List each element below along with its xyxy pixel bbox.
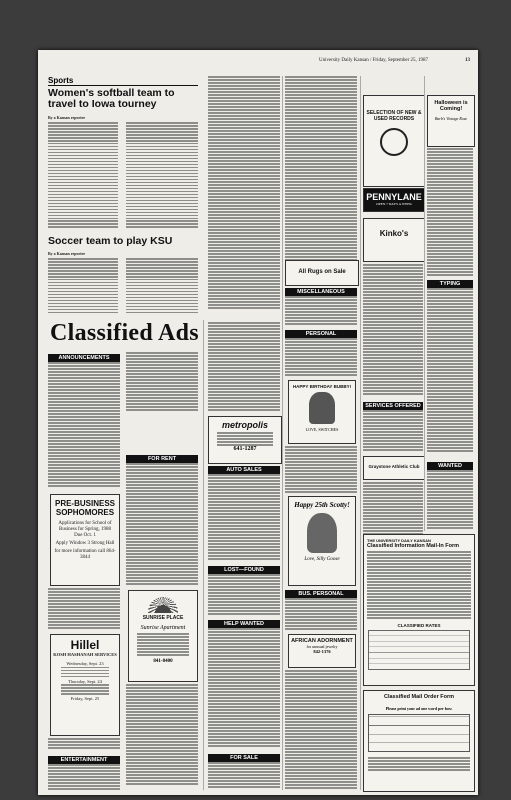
ad-kinkos [363,218,425,262]
section-label: Sports [48,76,198,86]
page-number: 13 [465,58,470,63]
sunrise-icon [148,597,178,613]
listings-for-rent [126,463,198,587]
kansan-sub: Classified Information Mail-In Form [367,543,459,549]
listings-wanted [427,470,473,530]
ad-kansan-form [363,534,475,686]
ad-hillel-line2: Wednesday, Sept. 23 [66,661,104,667]
listings-left-3 [48,738,120,750]
article-softball-col2 [126,122,198,234]
category-bus-personal: BUS. PERSONAL [285,590,357,598]
category-miscellaneous: MISCELLANEOUS [285,288,357,296]
mail-form-instruction: Please print your ad one word per box: [385,706,453,711]
kansan-rates-title: CLASSIFIED RATES [397,623,441,628]
ad-hillel [50,634,120,736]
scotty-photo [307,513,337,553]
ad-selection-records [363,95,425,187]
column-rule [203,320,204,790]
listings-personal-2 [285,446,357,494]
hillel-details-1 [61,667,109,679]
ad-birthday-title: HAPPY BIRTHDAY BUBBY! [292,384,352,389]
listings-entertainment [48,764,120,792]
ad-african-phone: 842-1376 [313,649,331,654]
ad-happy-scotty [288,496,356,586]
listings-lost-found [208,574,280,616]
newspaper-page [38,50,478,795]
listings-col-typing [427,288,473,456]
listings-services [363,410,423,454]
ad-halloween [427,95,475,147]
ad-scotty-sign: Love, Silly Goose [304,557,340,562]
article-soccer-col2 [126,258,198,316]
ad-african-adornment [288,634,356,668]
category-services-offered: SERVICES OFFERED [363,402,423,410]
category-help-wanted: HELP WANTED [208,620,280,628]
record-icon [380,128,408,156]
listings-bus-personal [285,598,357,632]
ad-sunrise-line1: Sunrise Apartment [140,625,186,631]
ad-halloween-line: Barb's Vintage Rose [434,116,468,121]
ad-pennylane-line: OPEN 7 DAYS A WEEK [376,202,412,206]
ad-prebus-line4: for more information call 864-3844 [54,549,116,560]
ad-hillel-line4: Friday, Sept. 25 [70,696,100,702]
ad-prebus-line1: Applications for School of Business for Spring, 1988 [58,521,112,532]
listings-announcements [48,362,120,490]
ad-sunrise-phone: 841-8400 [153,659,173,664]
ad-metropolis [208,416,282,464]
ad-birthday-sign: LOVE, SWITCHES [305,427,339,432]
ad-hillel-line1: KOSH HASHANAH SERVICES [53,652,117,657]
mail-order-form [363,690,475,792]
ad-kinkos-title: Kinko's [379,229,409,238]
category-typing: TYPING [427,280,473,288]
metropolis-details [217,432,273,448]
ad-happy-birthday [288,380,356,444]
ad-graystone-title: Graystone Athletic Club [368,464,420,469]
category-personal: PERSONAL [285,330,357,338]
hillel-details-2 [61,684,109,696]
category-lost-found: LOST—FOUND [208,566,280,574]
classified-title: Classified Ads [50,320,199,346]
ad-metropolis-phone: 641-1287 [233,446,257,452]
listings-col-mid-bottom [285,670,357,790]
ad-hillel-line3: Thursday, Sept. 24 [68,678,102,684]
ad-scotty-title: Happy 25th Scotty! [294,501,350,509]
ad-rugs-sale [285,260,359,286]
listings-col-a [208,76,280,320]
kansan-masthead: THE UNIVERSITY DAILY KANSAN [367,538,431,543]
article-softball-col1 [48,122,118,234]
column-rule [282,76,283,790]
listings-auto-sales [208,474,280,562]
ad-prebus-title: PRE-BUSINESS SOPHOMORES [54,499,115,517]
headline-softball: Women's softball team to travel to Iowa tourney [48,87,175,111]
listings-col-b [285,76,357,286]
ad-sunrise-title: SUNRISE PLACE [142,615,184,621]
listings-col2-top [126,352,198,412]
ad-metropolis-title: metropolis [221,420,268,430]
category-announcements: ANNOUNCEMENTS [48,354,120,362]
ad-african-line1: for unusual jewelry [306,644,338,649]
listings-misc [285,296,357,326]
category-entertainment: ENTERTAINMENT [48,756,120,764]
listings-col3-top [208,322,280,414]
ad-hillel-title: Hillel [70,638,100,652]
listings-col-d [363,264,423,398]
headline-soccer: Soccer team to play KSU [48,235,173,247]
ad-prebus-line2: Due Oct. 1 [74,533,96,538]
ad-pre-business [50,494,120,586]
column-rule [424,76,425,531]
mail-form-title: Classified Mail Order Form [384,694,454,700]
listings-personal [285,338,357,378]
rates-table [368,630,470,670]
category-auto-sales: AUTO SALES [208,466,280,474]
listings-col-c [427,148,473,278]
ad-rugs-title: All Rugs on Sale [298,269,346,275]
category-for-rent: FOR RENT [126,455,198,463]
category-for-sale: FOR SALE [208,754,280,762]
listings-help-wanted [208,628,280,750]
sunrise-details [137,633,189,661]
ad-sunrise-place [128,590,198,682]
ad-pennylane-title: PENNYLANE [366,192,422,202]
byline-softball: By a Kansan reporter [48,115,86,120]
byline-soccer: By a Kansan reporter [48,251,86,256]
mail-form-footer [368,757,470,777]
ad-halloween-title: Halloween is Coming! [434,100,468,112]
header-dateline: University Daily Kansan / Friday, September 25, 1987 [319,58,428,63]
ad-selection-title: SELECTION OF NEW & USED RECORDS [366,110,422,122]
listings-col2-bottom [126,684,198,788]
ad-african-title: AFRICAN ADORNMENT [291,638,353,644]
birthday-photo [309,392,335,424]
column-rule [360,76,361,790]
listings-left-2 [48,588,120,632]
ad-graystone [363,456,425,480]
listings-for-sale [208,762,280,790]
word-boxes [368,714,470,752]
ad-pennylane [363,188,425,212]
ad-prebus-line3: Apply Window 3 Strong Hall [55,541,115,546]
category-wanted: WANTED [427,462,473,470]
kansan-rules-text [367,551,471,621]
article-soccer-col1 [48,258,118,316]
